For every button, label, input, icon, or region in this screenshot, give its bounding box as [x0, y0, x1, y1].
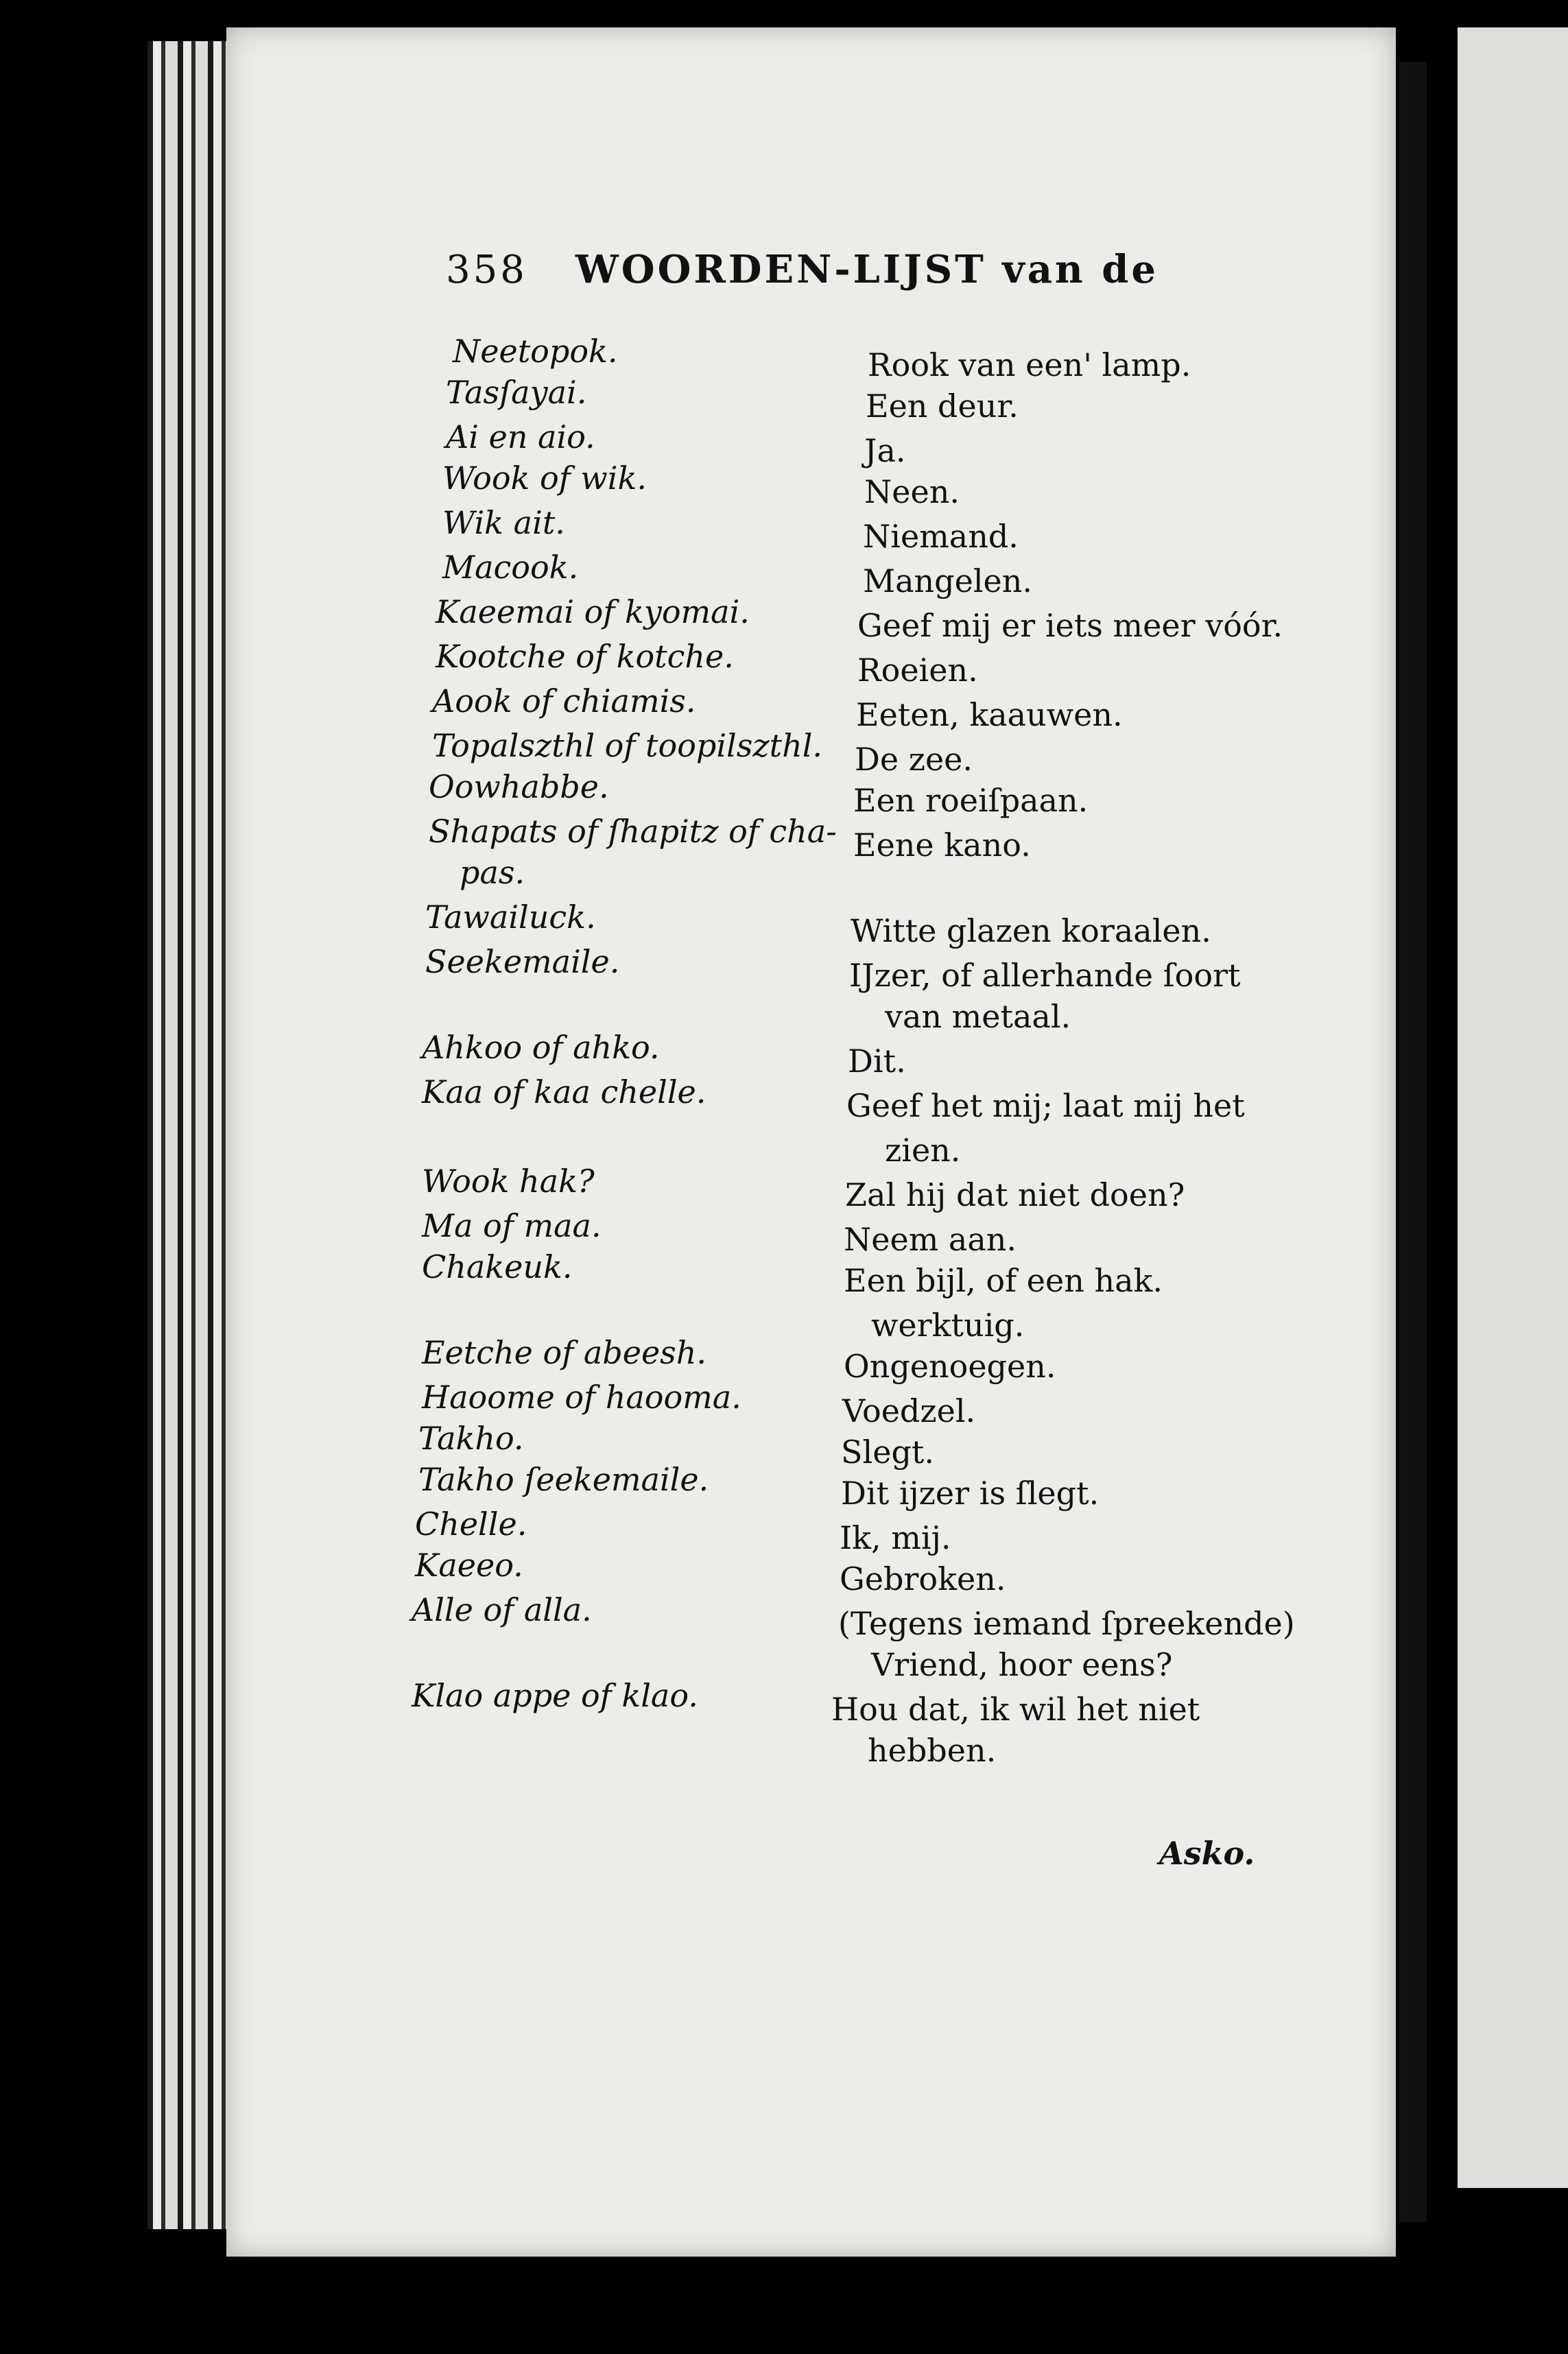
- page-number: 358: [446, 248, 527, 292]
- translation: Eene kano.: [853, 827, 1031, 864]
- headword: Oowhabbe.: [429, 768, 609, 805]
- headword: Seekemaile.: [425, 943, 620, 980]
- headword: Macook.: [442, 549, 579, 586]
- translation: Vriend, hoor eens?: [871, 1646, 1173, 1683]
- translation: Een roeiſpaan.: [853, 782, 1089, 819]
- translation: Mangelen.: [863, 562, 1033, 599]
- headword: Ai en aio.: [446, 418, 595, 455]
- running-title: WOORDEN-LIJST van de: [575, 247, 1159, 292]
- headword: Eetche of abeesh.: [422, 1334, 707, 1371]
- headword: Neetopok.: [453, 333, 618, 370]
- translation: Roeien.: [857, 652, 978, 689]
- headword: Haoome of haooma.: [422, 1379, 741, 1416]
- headword: Ahkoo of ahko.: [422, 1029, 660, 1066]
- translation: hebben.: [868, 1732, 997, 1769]
- translation: Geef het mij; laat mij het: [846, 1087, 1245, 1124]
- headword: Tasſayai.: [446, 374, 587, 411]
- translation: werktuig.: [871, 1307, 1025, 1344]
- headword: Chakeuk.: [422, 1248, 573, 1285]
- headword: Wik ait.: [442, 504, 565, 541]
- headword: Tawailuck.: [425, 899, 596, 936]
- translation: Zal hij dat niet doen?: [845, 1176, 1185, 1213]
- translation: Neen.: [864, 473, 960, 510]
- headword: Topalszthl of toopilszthl.: [432, 727, 823, 764]
- headword: Wook of wik.: [442, 460, 647, 497]
- translation: Gebroken.: [840, 1560, 1006, 1597]
- translation: Neem aan.: [844, 1221, 1017, 1258]
- headword: Shapats of ſhapitz of cha-: [429, 813, 837, 850]
- translation: Een deur.: [866, 388, 1019, 425]
- headword: Aook of chiamis.: [432, 682, 696, 720]
- translation: Voedzel.: [842, 1392, 976, 1429]
- translation: Geef mij er iets meer vóór.: [857, 607, 1283, 644]
- translation: Een bijl, of een hak.: [844, 1262, 1163, 1299]
- translation: Dit.: [848, 1043, 906, 1080]
- headword: Takho.: [418, 1420, 524, 1457]
- translation: Hou dat, ik wil het niet: [831, 1691, 1200, 1728]
- headword: Chelle.: [415, 1506, 527, 1543]
- catchword: Asko.: [1159, 1835, 1255, 1872]
- book-gutter: [1399, 62, 1427, 2222]
- headword: Takho ſeekemaile.: [418, 1461, 709, 1498]
- translation: Ja.: [864, 432, 906, 469]
- translation: Slegt.: [841, 1434, 935, 1471]
- translation: zien.: [885, 1132, 961, 1169]
- headword: Kaeeo.: [415, 1547, 523, 1584]
- facing-page-edge: [1458, 27, 1568, 2188]
- translation: IJzer, of allerhande ſoort: [849, 957, 1241, 994]
- headword: Kaa of kaa chelle.: [422, 1073, 706, 1110]
- headword: Alle of alla.: [412, 1591, 592, 1628]
- headword: Wook hak?: [422, 1163, 595, 1200]
- running-header: [446, 247, 1159, 292]
- translation: van metaal.: [885, 998, 1071, 1035]
- headword: Kaeemai of kyomai.: [436, 593, 750, 630]
- translation: Rook van een' lamp.: [868, 346, 1191, 383]
- translation: Dit ijzer is ſlegt.: [841, 1475, 1100, 1512]
- translation: De zee.: [855, 741, 973, 778]
- headword: Klao appe of klao.: [412, 1677, 698, 1714]
- translation: Niemand.: [863, 518, 1019, 555]
- headword: pas.: [460, 854, 525, 891]
- translation: Ongenoegen.: [844, 1348, 1056, 1385]
- translation: (Tegens iemand ſpreekende): [838, 1605, 1295, 1642]
- book-page: [226, 27, 1396, 2257]
- translation: Witte glazen koraalen.: [851, 912, 1211, 949]
- headword: Ma of maa.: [422, 1207, 602, 1244]
- translation: Eeten, kaauwen.: [856, 696, 1123, 733]
- headword: Kootche of kotche.: [436, 638, 734, 675]
- translation: Ik, mij.: [840, 1519, 951, 1556]
